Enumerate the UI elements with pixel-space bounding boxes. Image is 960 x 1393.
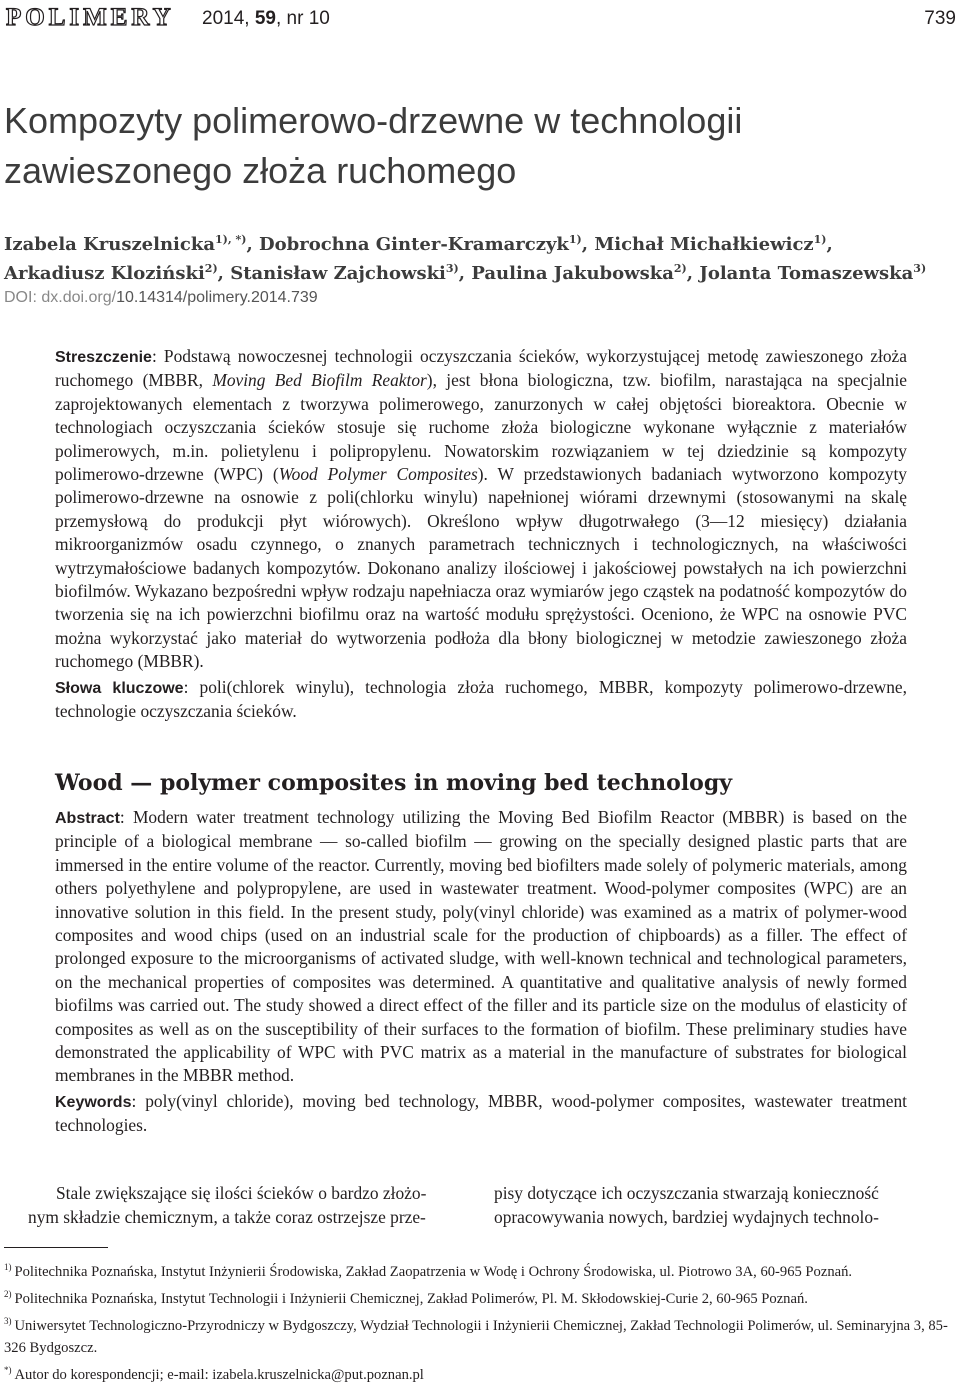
author-affiliation-mark: 2) <box>204 262 218 275</box>
keywords-polish-text: : poli(chlorek winylu), technologia złoża ruchomego, MBBR, kompozyty polimerowo-drzewne, technologie oczyszczania ścieków. <box>55 676 907 722</box>
author-separator: , <box>581 234 595 255</box>
abstract-english <box>55 806 907 1140</box>
author-name: Stanisław Zajchowski <box>230 263 446 284</box>
author-list <box>4 228 944 286</box>
author-affiliation-mark: 1) <box>568 233 582 246</box>
page-number: 739 <box>924 8 956 29</box>
doi-value: 10.14314/polimery.2014.739 <box>116 289 318 306</box>
body-text-line: pisy dotyczące ich oczyszczania stwarzają konieczność <box>494 1183 879 1203</box>
footnote-mark: *) <box>4 1364 12 1375</box>
author-separator: , <box>458 263 472 284</box>
footnote-mark: 2) <box>4 1288 12 1299</box>
footnote-text: Uniwersytet Technologiczno-Przyrodniczy w Bydgoszczy, Wydział Technologii i Inżynierii Chemicznej, Zakład Technologii Polimerów, ul. Seminaryjna 3, 85-326 Bydgoszcz. <box>4 1317 948 1356</box>
author-name: Michał Michałkiewicz <box>594 234 814 255</box>
abstract-polish-italic: Wood Polymer Composites <box>278 464 478 485</box>
issue-year: 2014, <box>202 8 250 29</box>
author-name: Arkadiusz Kloziński <box>4 263 205 284</box>
author-name: Izabela Kruszelnicka <box>4 234 215 255</box>
article-title-line-2: zawieszonego złoża ruchomego <box>4 150 517 191</box>
journal-name: POLIMERY <box>6 4 175 31</box>
issue-number: , nr 10 <box>275 8 330 29</box>
author-affiliation-mark: 1), *) <box>215 233 247 246</box>
abstract-polish-text: ), jest błona biologiczna, tzw. biofilm, narastająca na specjalnie zaprojektowanych elementach z tworzywa polimerowego, zanurzonych w całej objętości bioreaktora. Obecnie w technologiach oczyszczania ścieków stosuje się ruchome złoża biologiczne wykonane wyłącznie z materiałów polimerowych, m.in. polietylenu i polipropylenu. Nowatorskim rozwiązaniem w tej dziedzinie są kompozyty polimerowo-drzewne (WPC) ( <box>55 370 907 485</box>
doi-line <box>4 289 318 307</box>
footnote-corresponding-author <box>4 1359 956 1386</box>
abstract-english-paragraph <box>55 806 907 1088</box>
footnote-affiliation-2 <box>4 1283 956 1310</box>
author-separator: , <box>246 234 260 255</box>
author-separator: , <box>217 263 231 284</box>
doi-label: DOI: <box>4 289 37 306</box>
page-header <box>6 4 956 34</box>
issue-info <box>202 8 330 30</box>
issue-volume: 59 <box>254 8 276 29</box>
abstract-english-lead: Abstract <box>55 810 120 827</box>
body-text-line: Stale zwiększające się ilości ścieków o bardzo złożo- <box>56 1183 427 1203</box>
author-separator: , <box>686 263 700 284</box>
abstract-polish-paragraph <box>55 345 907 674</box>
article-title <box>4 96 944 196</box>
footnote-affiliation-3 <box>4 1310 956 1359</box>
keywords-english-text: : poly(vinyl chloride), moving bed technology, MBBR, wood-polymer composites, wastewater treatment technologies. <box>55 1090 907 1136</box>
author-name: Jolanta Tomaszewska <box>699 263 914 284</box>
author-affiliation-mark: 3) <box>913 262 927 275</box>
body-column-right <box>494 1181 960 1229</box>
body-text-line: nym składzie chemicznym, a także coraz ostrzejsze prze- <box>28 1207 426 1227</box>
footnote-divider <box>4 1247 108 1248</box>
author-affiliation-mark: 3) <box>445 262 459 275</box>
body-column-left <box>28 1181 468 1229</box>
footnote-affiliation-1 <box>4 1256 956 1283</box>
author-name: Paulina Jakubowska <box>471 263 674 284</box>
author-affiliation-mark: 2) <box>673 262 687 275</box>
abstract-polish <box>55 345 907 726</box>
article-title-line-1: Kompozyty polimerowo-drzewne w technologii <box>4 100 743 141</box>
doi-link[interactable] <box>41 289 317 306</box>
author-affiliation-mark: 1) <box>813 233 827 246</box>
footnote-text: Autor do korespondencji; e-mail: izabela.kruszelnicka@put.poznan.pl <box>14 1366 424 1383</box>
abstract-polish-text: : Podstawą nowoczesnej technologii oczyszczania ścieków, wykorzystującej metodę zawieszonego złoża ruchomego (MBBR, <box>55 346 907 391</box>
keywords-english <box>55 1090 907 1138</box>
author-separator: , <box>826 234 833 255</box>
footnote-text: Politechnika Poznańska, Instytut Inżynierii Środowiska, Zakład Zaopatrzenia w Wodę i Ochrony Środowiska, ul. Piotrowo 3A, 60-965 Poznań. <box>14 1263 853 1280</box>
abstract-polish-italic: Moving Bed Biofilm Reaktor <box>212 370 427 391</box>
english-title: Wood — polymer composites in moving bed technology <box>55 770 733 796</box>
body-text-line: opracowywania nowych, bardziej wydajnych technolo- <box>494 1207 879 1227</box>
footnote-mark: 3) <box>4 1315 12 1326</box>
abstract-polish-text: ). W przedstawionych badaniach wytworzono kompozyty polimerowo-drzewne na osnowie z poli(chlorku winylu) napełnionej wiórami drzewnymi (stosowanymi na skalę przemysłową do produkcji płyt wiórowych). Określono wpływ długotrwałego (3—12 miesięcy) działania mikroorganizmów osadu czynnego, o znanych parametrach technicznych i technologicznych, na właściwości wytrzymałościowe badanych kompozytów. Dokonano analizy ilościowej i jakościowej powstałych na ich powierzchni biofilmów. Wykazano bezpośredni wpływ rodzaju napełniacza oraz wymiarów jego cząstek na podatność kompozytów do tworzenia się na ich powierzchni biofilmu oraz na wartość modułu sprężystości. Oceniono, że WPC na osnowie PVC można wykorzystać jako materiał do wytworzenia podłoża dla błony biologicznej w metodzie zawieszonego złoża ruchomego (MBBR). <box>55 464 908 672</box>
abstract-english-text: : Modern water treatment technology utilizing the Moving Bed Biofilm Reactor (MBBR) is based on the principle of a biological membrane — so-called biofilm — growing on the specially designed plastic parts that are immersed in the entire volume of the reactor. Currently, moving bed biofilters made solely of polymeric materials, among others polyethylene and polypropylene, are used in wastewater treatment. Wood-polymer composites (WPC) are an innovative solution in this field. In the present study, poly(vinyl chloride) was examined as a matrix of polymer-wood composites and wood chips (used on an industrial scale for the production of chipboards) as a filler. The effect of prolonged exposure to the microorganisms of activated sludge, with well-known technical and technological parameters, on the mechanical properties of composites was determined. A quantitative and qualitative analysis of newly formed biofilms was carried out. The study showed a direct effect of the filler and its particle size on the modulus of elasticity of composites as well as on the susceptibility of their surfaces to the formation of biofilm. These preliminary studies have demonstrated the applicability of WPC with PVC matrix as a material in the manufacture of substrates for biological membranes in the MBBR method. <box>55 807 907 1086</box>
footnote-mark: 1) <box>4 1262 12 1272</box>
abstract-polish-lead: Streszczenie <box>55 349 152 366</box>
keywords-polish <box>55 676 907 724</box>
author-name: Dobrochna Ginter-Kramarczyk <box>259 234 569 255</box>
keywords-english-lead: Keywords <box>55 1093 132 1111</box>
footnotes <box>4 1256 956 1385</box>
keywords-polish-lead: Słowa kluczowe <box>55 679 184 697</box>
doi-prefix: dx.doi.org/ <box>41 289 117 306</box>
footnote-text: Politechnika Poznańska, Instytut Technologii i Inżynierii Chemicznej, Zakład Polimerów, Pl. M. Skłodowskiej-Curie 2, 60-965 Poznań. <box>14 1290 808 1307</box>
